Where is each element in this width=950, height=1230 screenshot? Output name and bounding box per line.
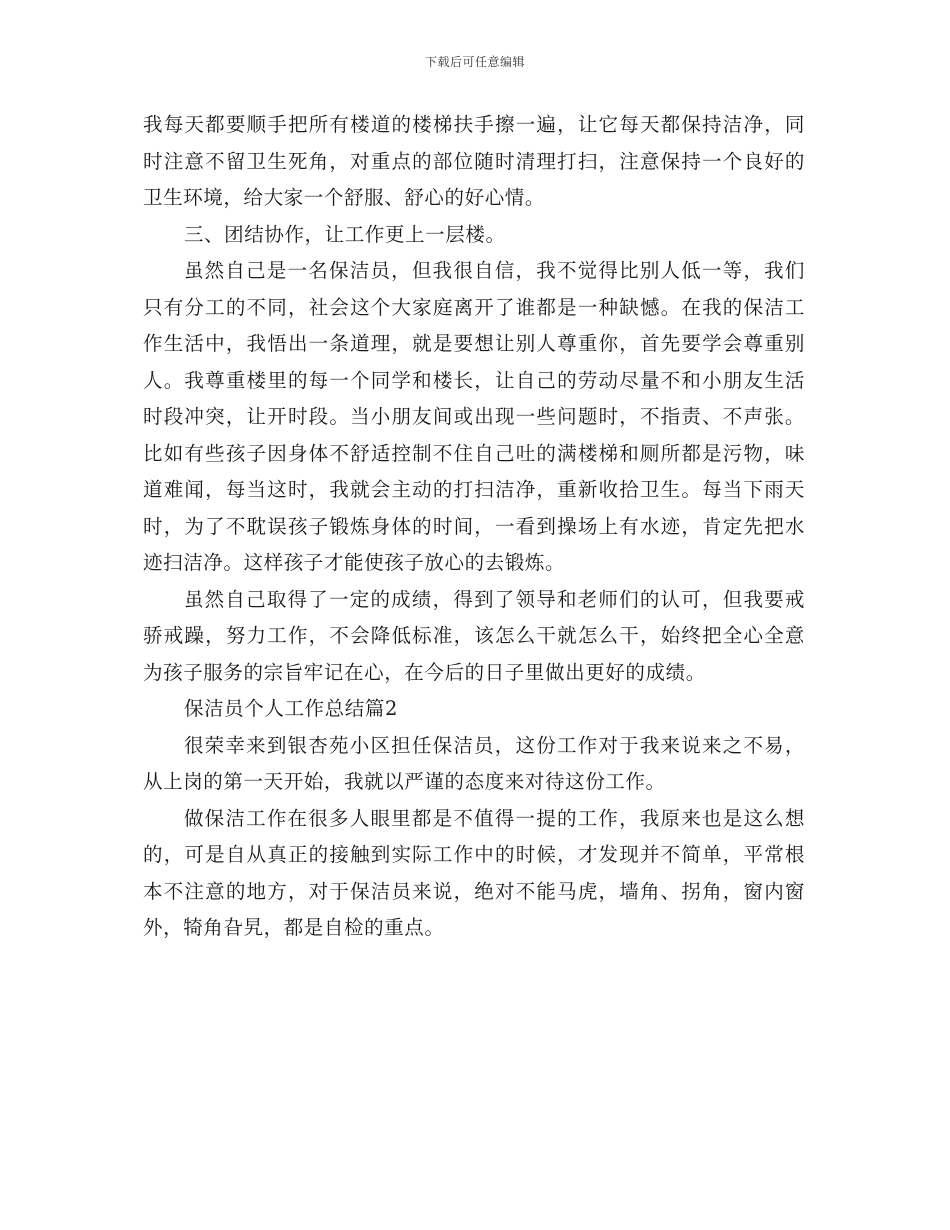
- section-title-part-2: 保洁员个人工作总结篇2: [183, 697, 398, 720]
- paragraph-respect: 虽然自己是一名保洁员，但我很自信，我不觉得比别人低一等，我们只有分工的不同，社会这个大家庭离开了谁都是一种缺憾。在我的保洁工作生活中，我悟出一条道理，就是要想让别人尊重你，首先要学会尊重别人。我尊重楼里的每一个同学和楼长，让自己的劳动尽量不和小朋友生活时段冲突，让开时段。当小朋友间或出现一些问题时，不指责、不声张。比如有些孩子因身体不舒适控制不住自己吐的满楼梯和厕所都是污物，味道难闻，每当这时，我就会主动的打扫洁净，重新收拾卫生。每当下雨天时，为了不耽误孩子锻炼身体的时间，一看到操场上有水迹，肯定先把水迹扫洁净。这样孩子才能使孩子放心的去锻炼。: [143, 259, 805, 574]
- section-heading-teamwork: 三、团结协作，让工作更上一层楼。: [183, 222, 506, 246]
- document-body: [143, 107, 805, 947]
- paragraph-cleaning-details: 做保洁工作在很多人眼里都是不值得一提的工作，我原来也是这么想的，可是自从真正的接触到实际工作中的时候，才发现并不简单，平常根本不注意的地方，对于保洁员来说，绝对不能马虎，墙角、拐角，窗内窗外，犄角旮旯，都是自检的重点。: [143, 806, 805, 939]
- paragraph-achievement: 虽然自己取得了一定的成绩，得到了领导和老师们的认可，但我要戒骄戒躁，努力工作，不会降低标准，该怎么干就怎么干，始终把全心全意为孩子服务的宗旨牢记在心，在今后的日子里做出更好的成绩。: [143, 587, 805, 684]
- paragraph-intro-job: 很荣幸来到银杏苑小区担任保洁员，这份工作对于我来说来之不易，从上岗的第一天开始，我就以严谨的态度来对待这份工作。: [143, 733, 805, 793]
- paragraph-continuation: 我每天都要顺手把所有楼道的楼梯扶手擦一遍，让它每天都保持洁净，同时注意不留卫生死角，对重点的部位随时清理打扫，注意保持一个良好的卫生环境，给大家一个舒服、舒心的好心情。: [143, 113, 805, 209]
- header-note: 下载后可任意编辑: [424, 55, 525, 69]
